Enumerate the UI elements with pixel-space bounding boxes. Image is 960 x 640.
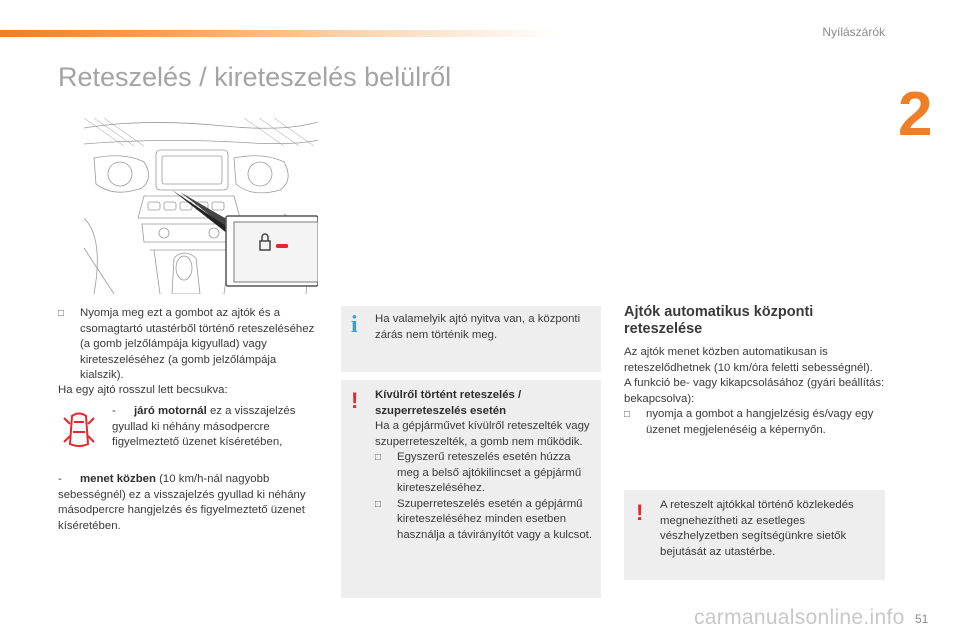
- warning-text: A reteszelt ajtókkal történő közlekedés megnehezítheti az esetleges vészhelyzetben segítségünkre sietők bejutását az utastérbe.: [660, 499, 854, 558]
- exclamation-icon: !: [636, 500, 644, 525]
- engine-running-item: - járó motornál ez a visszajelzés gyullad ki néhány másodpercre figyelmeztető üzenet kíséretében,: [112, 405, 296, 448]
- list-item: □ nyomja a gombot a hangjelzésig és/vagy egy üzenet megjelenéséig a képernyőn.: [624, 407, 886, 438]
- bullet-text: Nyomja meg ezt a gombot az ajtók és a csomagtartó utastérből történő reteszeléséhez (a gomb jelzőlámpája kigyullad) vagy kireteszeléséhez (a gomb jelzőlámpája kialszik).: [80, 307, 315, 381]
- badly-closed-intro: Ha egy ajtó rosszul lett becsukva:: [58, 384, 228, 396]
- square-bullet-icon: □: [375, 452, 382, 463]
- info-icon: i: [351, 312, 358, 338]
- while-driving-item: - menet közben (10 km/h-nál nagyobb sebességnél) ez a visszajelzés gyullad ki néhány másodpercre hangjelzés és figyelmeztető üzenet kíséretében.: [58, 473, 306, 532]
- auto-lock-paragraph-1: Az ajtók menet közben automatikusan is reteszelődhetnek (10 km/óra feletti sebességnél).: [624, 346, 873, 374]
- warning-box-emergency: [624, 490, 885, 580]
- square-bullet-icon: □: [58, 308, 65, 319]
- list-item: □ Egyszerű reteszelés esetén húzza meg a belső ajtókilincset a gépjármű kireteszeléséhez.: [375, 450, 593, 497]
- auto-lock-body: [624, 345, 886, 438]
- section-heading-auto-lock: Ajtók automatikus központi reteszelése: [624, 304, 814, 337]
- page-title: Reteszelés / kireteszelés belülről: [58, 62, 452, 92]
- exclamation-icon: !: [351, 388, 359, 413]
- square-bullet-icon: □: [375, 498, 382, 510]
- page-number: 51: [915, 612, 929, 626]
- warning-intro: Ha a gépjárművet kívülről reteszelték vagy szuperreteszelték, a gomb nem működik.: [375, 420, 590, 448]
- section-label: Nyílászárók: [822, 25, 885, 39]
- while-driving-bold: menet közben: [80, 473, 156, 485]
- while-driving-text: (10 km/h-nál nagyobb sebességnél) ez a visszajelzés gyullad ki néhány másodpercre hangjelzés és figyelmeztető üzenet kíséretében.: [58, 473, 306, 532]
- list-item: □ Szuperreteszelés esetén a gépjármű kireteszeléséhez minden esetben használja a távirányítót vagy a kulcsot.: [375, 497, 593, 544]
- warning-heading: Kívülről történt reteszelés / szuperreteszelés esetén: [375, 389, 522, 417]
- header-accent-bar: [0, 30, 560, 37]
- engine-running-text: ez a visszajelzés gyullad ki néhány másodpercre figyelmeztető üzenet kíséretében,: [112, 405, 296, 448]
- door-open-warning-icon: [62, 410, 96, 450]
- engine-running-bold: járó motornál: [134, 405, 207, 417]
- auto-lock-paragraph-2: A funkció be- vagy kikapcsolásához (gyári beállítás: bekapcsolva):: [624, 377, 885, 405]
- square-bullet-icon: □: [624, 409, 631, 420]
- lock-button-instruction: [58, 306, 320, 384]
- info-box: [341, 306, 601, 372]
- dashboard-illustration: [84, 118, 318, 294]
- warning-box-external-locking: [341, 380, 601, 598]
- info-text: Ha valamelyik ajtó nyitva van, a központi zárás nem történik meg.: [375, 313, 581, 341]
- chapter-number: 2: [898, 80, 933, 149]
- watermark: carmanualsonline.info: [694, 606, 905, 629]
